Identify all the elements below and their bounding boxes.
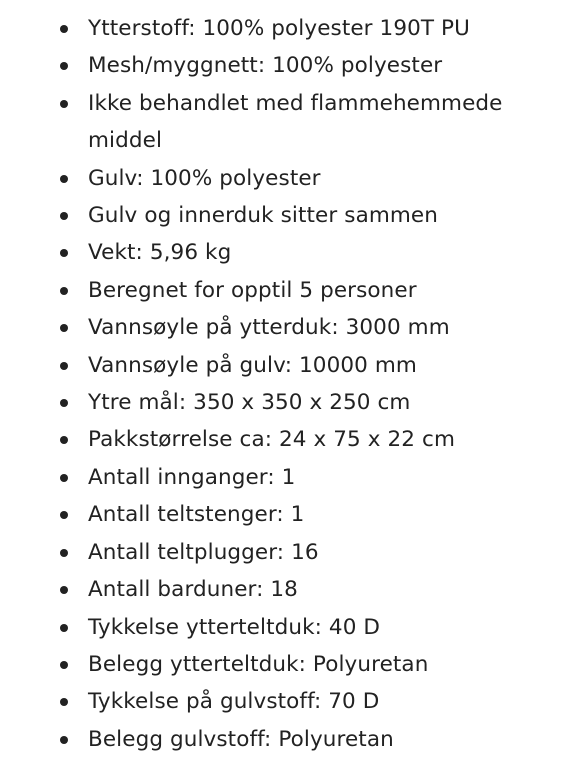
spec-item: [0, 683, 584, 720]
spec-text: Antall barduner: 18: [88, 577, 298, 603]
bullet-icon: [60, 175, 68, 183]
spec-item: [0, 309, 584, 346]
spec-text: Tykkelse på gulvstoff: 70 D: [88, 689, 380, 715]
bullet-icon: [60, 474, 68, 482]
bullet-icon: [60, 661, 68, 669]
spec-text: Belegg gulvstoff: Polyuretan: [88, 726, 394, 752]
spec-text: Gulv og innerduk sitter sammen: [88, 203, 438, 229]
spec-item: [0, 384, 584, 421]
bullet-icon: [60, 249, 68, 257]
bullet-icon: [60, 511, 68, 519]
spec-item: [0, 160, 584, 197]
spec-item: [0, 347, 584, 384]
spec-item: [0, 459, 584, 496]
spec-text: Vekt: 5,96 kg: [88, 240, 232, 266]
bullet-icon: [60, 399, 68, 407]
spec-item: [0, 534, 584, 571]
bullet-icon: [60, 624, 68, 632]
spec-item: [0, 10, 584, 47]
bullet-icon: [60, 324, 68, 332]
spec-text: Gulv: 100% polyester: [88, 165, 321, 191]
spec-item: [0, 609, 584, 646]
spec-item: [0, 272, 584, 309]
spec-item: [0, 496, 584, 533]
spec-text: Antall innganger: 1: [88, 464, 296, 490]
spec-item: [0, 421, 584, 458]
spec-item: [0, 197, 584, 234]
bullet-icon: [60, 100, 68, 108]
spec-item: [0, 85, 584, 160]
spec-text: Pakkstørrelse ca: 24 x 75 x 22 cm: [88, 427, 455, 453]
spec-text: Ytterstoff: 100% polyester 190T PU: [88, 16, 470, 41]
spec-item: [0, 646, 584, 683]
spec-text: Belegg ytterteltduk: Polyuretan: [88, 651, 429, 677]
bullet-icon: [60, 62, 68, 70]
bullet-icon: [60, 586, 68, 594]
spec-text: Ytre mål: 350 x 350 x 250 cm: [88, 390, 411, 416]
bullet-icon: [60, 287, 68, 295]
bullet-icon: [60, 25, 68, 33]
spec-item: [0, 47, 584, 84]
spec-text: Vannsøyle på gulv: 10000 mm: [88, 352, 417, 378]
spec-item: [0, 571, 584, 608]
bullet-icon: [60, 362, 68, 370]
bullet-icon: [60, 212, 68, 220]
spec-text: Antall teltstenger: 1: [88, 502, 305, 528]
spec-text: Vannsøyle på ytterduk: 3000 mm: [88, 315, 450, 341]
spec-text: Antall teltplugger: 16: [88, 539, 319, 565]
bullet-icon: [60, 549, 68, 557]
bullet-icon: [60, 698, 68, 706]
spec-text: Ikke behandlet med flammehemmede middel: [88, 90, 503, 154]
spec-item: [0, 234, 584, 271]
spec-text: Mesh/myggnett: 100% polyester: [88, 53, 443, 79]
bullet-icon: [60, 736, 68, 744]
bullet-icon: [60, 436, 68, 444]
spec-item: [0, 721, 584, 758]
spec-text: Beregnet for opptil 5 personer: [88, 277, 417, 303]
spec-text: Tykkelse ytterteltduk: 40 D: [88, 614, 381, 640]
